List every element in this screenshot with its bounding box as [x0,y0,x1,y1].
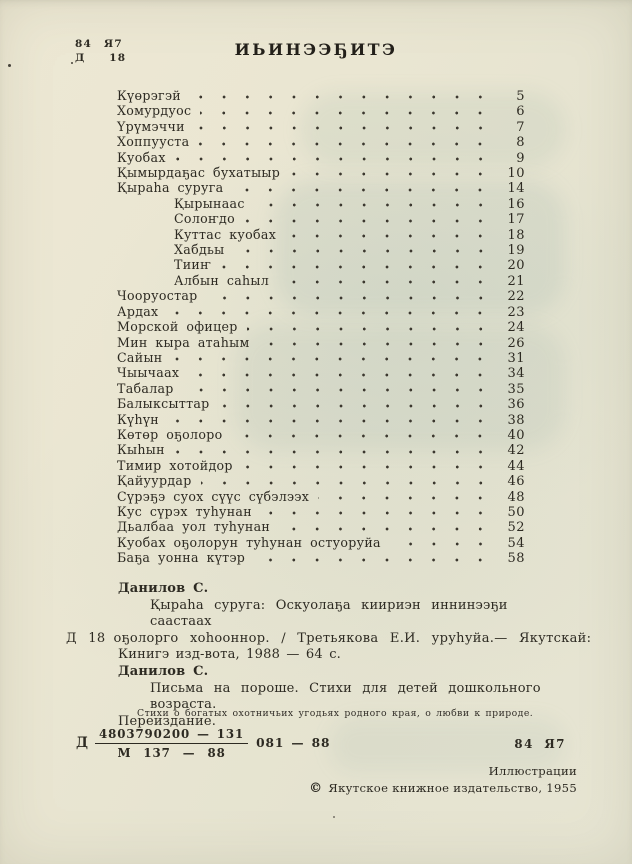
toc-entry-label: Көтөр оҕолоро [117,426,223,442]
toc-page-number: 18 [507,227,525,243]
toc-page-number: 26 [507,335,525,351]
biblio-line: Письма на пороше. Стихи для детей дошкольного возраста. [150,680,541,713]
toc-page-number: 23 [507,304,525,320]
toc-row [117,288,525,303]
toc-row [117,381,525,396]
toc-entry-label: Хомурдуос [117,103,192,119]
toc-row [117,257,525,272]
toc-row [117,396,525,411]
toc-dot-leader [194,119,495,134]
toc-entry-label: Куобах [117,149,166,165]
toc-entry-label: Хоппууста [117,134,190,150]
annotation-text: Стихи о богатых охотничьих угодьях родного края, о любви к природе. [137,708,534,719]
toc-row [117,550,525,565]
toc-entry-label: Қымырдаҕас бухатыыр [117,165,281,181]
toc-dot-leader [254,196,495,211]
toc-dot-leader [175,150,495,165]
toc-dot-leader [183,381,495,396]
toc-page-number: 31 [507,350,525,366]
catalog-fraction [95,727,248,760]
toc-row [117,319,525,334]
toc-page-number: 20 [507,258,525,274]
toc-dot-leader [247,319,495,334]
toc-dot-leader [232,180,495,195]
toc-entry-label: Чыычаах [117,365,180,381]
toc-row [117,150,525,165]
toc-entry-label: Балыксыттар [117,396,210,412]
toc-row [117,242,525,257]
toc-page-number: 8 [516,135,525,151]
toc-entry-label: Үрүмэччи [117,118,185,134]
copyright-icon: © [309,780,323,796]
toc-page-number: 17 [507,212,525,228]
toc-row [117,350,525,365]
toc-row [117,504,525,519]
toc-entry-label: Қайуурдар [117,473,192,489]
toc-dot-leader [261,504,495,519]
toc-dot-leader [279,519,495,534]
toc-entry-label: Куттас куобах [174,226,277,242]
toc-row [117,196,525,211]
toc-entry-label: Мин кыра атаһым [117,334,250,350]
toc-entry-label: Кус сүрэх туһунан [117,503,252,519]
toc-dot-leader [198,134,495,149]
toc-page-number: 22 [507,289,525,305]
catalog-fraction-denominator: М 137 — 88 [117,745,226,760]
toc-dot-leader [171,350,495,365]
toc-page-number: 38 [507,412,525,428]
biblio-line: Қыраһа суруга: Оскуолаҕа киириэн иннинээҕи саастаах [150,597,508,630]
toc-page-number: 52 [507,520,525,536]
toc-page-number: 19 [507,243,525,259]
toc-entry-label: Күһүн [117,411,159,427]
toc-dot-leader [174,442,495,457]
toc-entry-label: Солоҥдо [174,211,235,227]
toc-row [117,88,525,103]
toc-page-number: 6 [516,104,525,120]
imprint-block [309,763,577,797]
toc-page-number: 21 [507,273,525,289]
toc-dot-leader [254,550,495,565]
toc-row [117,119,525,134]
toc-entry-label: Морской офицер [117,319,238,335]
toc-page-number: 5 [516,89,525,104]
toc-row [117,489,525,504]
toc-page-number: 10 [507,166,525,182]
toc-entry-label: Баҕа уонна күтэр [117,550,246,566]
toc-row [117,180,525,195]
toc-page-number: 54 [507,535,525,551]
toc-entry-label: Чооруостар [117,288,198,304]
toc-row [117,103,525,118]
catalog-suffix: 081 — 88 [256,736,331,750]
biblio-line-text: оҕолорго хоһооннор. / Третьякова Е.И. уруһуйа.— Якутскай: [113,630,592,646]
toc-entry-label: Кыһын [117,442,165,458]
biblio-author: Данилов С. [118,663,209,679]
table-of-contents [117,88,525,566]
toc-dot-leader [289,165,495,180]
toc-dot-leader [242,458,495,473]
imprint-illustrations-label: Иллюстрации [488,764,577,778]
toc-dot-leader [285,227,495,242]
toc-entry-label: Тииҥ [174,257,212,273]
classification-code-bottom: 84 Я7 [514,737,566,751]
toc-row [117,535,525,550]
biblio-line: Переиздание. [118,713,217,729]
classification-code-line1: 84 Я7 [75,38,123,50]
page-title: ИЬИНЭЭҔИТЭ [234,40,398,59]
toc-row [117,227,525,242]
toc-row [117,304,525,319]
toc-page-number: 36 [507,397,525,413]
toc-dot-leader [220,257,495,272]
toc-entry-label: Дьалбаа уол туһунан [117,519,271,535]
imprint-publisher: Якутское книжное издательство, 1955 [328,780,577,795]
toc-row [117,273,525,288]
scan-speck [8,64,11,67]
toc-dot-leader [318,489,495,504]
toc-row [117,165,525,180]
toc-page-number: 24 [507,320,525,336]
classification-code-line2: Д 18 [75,51,127,64]
toc-row [117,211,525,226]
toc-entry-label: Күөрэгэй [117,88,182,103]
toc-entry-label: Қыраһа суруга [117,180,224,196]
toc-entry-label: Сайын [117,349,163,365]
toc-dot-leader [278,273,495,288]
toc-dot-leader [168,412,495,427]
toc-row [117,519,525,534]
toc-row [117,473,525,488]
toc-page-number: 34 [507,366,525,382]
toc-page-number: 46 [507,474,525,490]
toc-dot-leader [231,427,495,442]
catalog-fraction-numerator: 4803790200 — 131 [95,727,248,744]
toc-entry-label: Куобах оҕолорун туһунан остуоруйа [117,534,381,550]
toc-dot-leader [207,288,495,303]
toc-dot-leader [188,365,495,380]
toc-row [117,458,525,473]
toc-row [117,134,525,149]
toc-entry-label: Сүрэҕэ суох сүүс сүбэлээх [117,488,310,504]
toc-entry-label: Табалар [117,380,174,396]
toc-entry-label: Тимир хотойдор [117,457,233,473]
biblio-author: Данилов С. [118,581,209,596]
toc-page-number: 58 [507,551,525,567]
toc-row [117,412,525,427]
scan-speck [71,62,73,64]
scan-speck [333,816,335,818]
toc-page-number: 44 [507,458,525,474]
toc-dot-leader [244,211,495,226]
toc-row [117,335,525,350]
biblio-shelf-code: Д 18 [66,630,106,646]
toc-row [117,427,525,442]
toc-entry-label: Ардах [117,303,159,319]
toc-dot-leader [201,473,495,488]
toc-page-number: 48 [507,489,525,505]
catalog-number-group [76,727,330,760]
toc-dot-leader [200,103,495,118]
toc-dot-leader [259,335,495,350]
toc-page-number: 7 [516,119,525,135]
toc-dot-leader [190,88,495,103]
biblio-line [66,630,592,648]
toc-row [117,442,525,457]
biblio-line: Кинигэ изд-вота, 1988 — 64 с. [118,647,342,663]
toc-dot-leader [234,242,496,257]
toc-page-number: 14 [507,181,525,197]
toc-entry-label: Қырынаас [174,195,245,211]
toc-dot-leader [390,535,495,550]
catalog-prefix: Д [76,735,89,751]
toc-page-number: 16 [507,196,525,212]
toc-dot-leader [219,396,495,411]
toc-row [117,365,525,380]
toc-page-number: 40 [507,427,525,443]
toc-entry-label: Хабдьы [174,242,225,258]
toc-dot-leader [167,304,495,319]
toc-entry-label: Албын саһыл [174,272,270,288]
toc-page-number: 35 [507,381,525,397]
imprint-copyright-line [309,780,577,798]
toc-page-number: 9 [516,150,525,166]
toc-page-number: 50 [507,504,525,520]
catalog-card-number [76,724,566,762]
toc-page-number: 42 [507,443,525,459]
